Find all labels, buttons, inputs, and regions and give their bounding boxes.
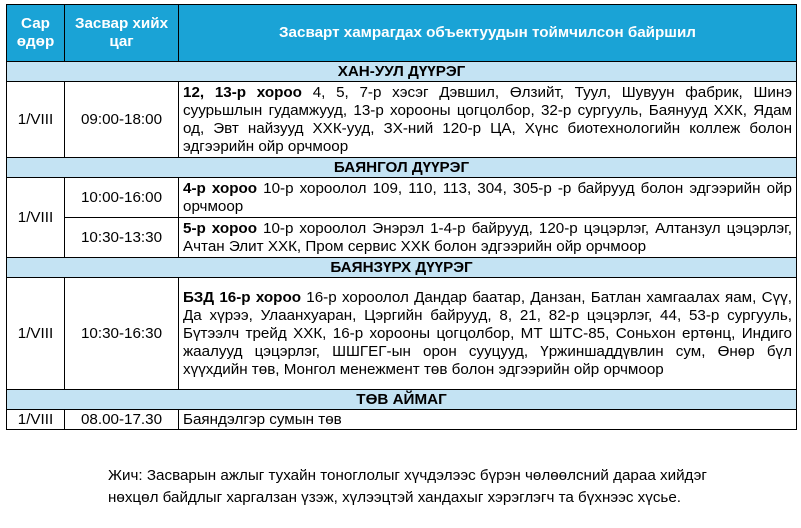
district-row [7,62,797,82]
khoroo-label: 4-р хороо [183,179,258,197]
header-date: Сар өдөр [7,5,65,62]
location-cell [179,178,797,218]
table-header-row [7,5,797,62]
date-cell: 1/VIII [7,178,65,258]
location-cell [179,278,797,390]
district-name: ТӨВ АЙМАГ [7,390,797,410]
khoroo-label: БЗД 16-р хороо [183,288,302,306]
district-row [7,258,797,278]
location-text: 4, 5, 7-р хэсэг Дэвшил, Өлзийт, Туул, Шувуун фабрик, Шинэ суурьшлын гудамжууд, 13-р хорооны цогцолбор, 32-р сургууль, Баянууд ХХК, Ядам од, Эвт найзууд ХХК-ууд, ЗХ-ний 120-р ЦА, Хүнс биотехнологийн коллеж болон эдгээрийн ойр орчмоор [183,83,792,155]
header-location: Засварт хамрагдах объектуудын тоймчилсон байршил [179,5,797,62]
location-cell [179,82,797,158]
date-cell: 1/VIII [7,278,65,390]
date-cell: 1/VIII [7,82,65,158]
outage-schedule-table [6,4,797,430]
table-row [7,218,797,258]
footnote: Жич: Засварын ажлыг тухайн тоноглолыг хүчдэлээс бүрэн чөлөөлсний дараа хийдэг нөхцөл байдлыг харгалзан үзэж, хүлээцтэй хандахыг хэрэглэгч та бүхнээс хүсье. [108,467,707,506]
district-name: ХАН-УУЛ ДҮҮРЭГ [7,62,797,82]
khoroo-label: 12, 13-р хороо [183,83,302,101]
location-text: 16-р хороолол Дандар баатар, Данзан, Батлан хамгаалах яам, Сүү, Да хүрээ, Улаанхуаран, Цэргийн байрууд, 8, 21, 82-р цэцэрлэг, 44, 53-р сургууль, Бүтээлч трейд ХХК, 16-р хорооны цогцолбор, МТ ШТС-85, Соньхон ертөнц, Индиго жаалууд цэцэрлэг, ШШГЕГ-ын орон сууцууд, Үржиншаддүвлин сум, Өнөр бүл хүүхдийн төв, Монгол менежмент төв болон эдгээрийн ойр орчмоор [183,288,792,378]
table-row [7,178,797,218]
header-time: Засвар хийх цаг [65,5,179,62]
district-row [7,158,797,178]
date-cell: 1/VIII [7,410,65,430]
district-name: БАЯНЗҮРХ ДҮҮРЭГ [7,258,797,278]
table-row [7,410,797,430]
district-name: БАЯНГОЛ ДҮҮРЭГ [7,158,797,178]
time-cell: 10:30-16:30 [65,278,179,390]
location-text: 10-р хороолол 109, 110, 113, 304, 305-р -р байрууд болон эдгээрийн ойр орчмоор [183,179,792,215]
khoroo-label: 5-р хороо [183,219,257,237]
time-cell: 08.00-17.30 [65,410,179,430]
time-cell: 10:00-16:00 [65,178,179,218]
table-row [7,82,797,158]
district-row [7,390,797,410]
location-text: 10-р хороолол Энэрэл 1-4-р байрууд, 120-р цэцэрлэг, Алтанзул цэцэрлэг, Ачтан Элит ХХК, Пром сервис ХХК болон эдгээрийн ойр орчмоор [183,219,792,255]
location-cell [179,218,797,258]
table-row [7,278,797,390]
location-cell: Баяндэлгэр сумын төв [179,410,797,430]
time-cell: 10:30-13:30 [65,218,179,258]
time-cell: 09:00-18:00 [65,82,179,158]
